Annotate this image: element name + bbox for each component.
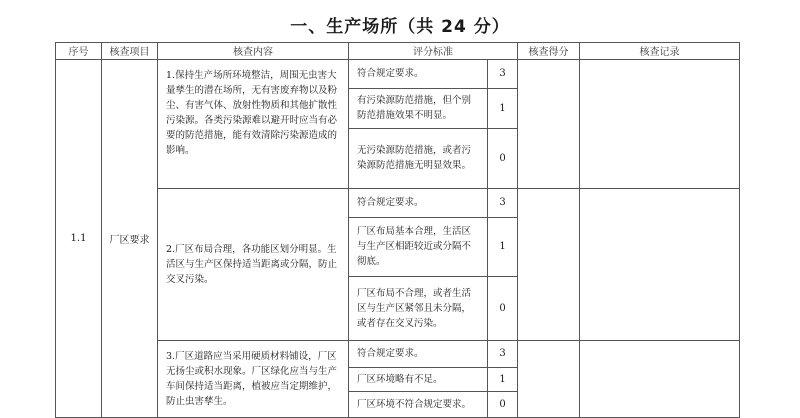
table-row — [56, 59, 740, 88]
criteria-score: 1 — [488, 367, 518, 391]
criteria-text: 厂区环境略有不足。 — [349, 367, 488, 391]
criteria-score: 0 — [488, 128, 518, 188]
criteria-score: 1 — [488, 217, 518, 276]
table-row — [56, 340, 740, 367]
header-number: 序号 — [56, 43, 102, 60]
header-record: 核查记录 — [580, 43, 740, 60]
criteria-text: 符合规定要求。 — [349, 340, 488, 367]
criteria-score: 0 — [488, 277, 518, 341]
record-cell[interactable] — [580, 59, 740, 188]
criteria-text: 符合规定要求。 — [349, 59, 488, 88]
table-row — [56, 189, 740, 218]
record-cell[interactable] — [580, 340, 740, 417]
header-row — [56, 43, 740, 60]
score-cell[interactable] — [518, 189, 580, 340]
item-content: 2.厂区布局合理，各功能区划分明显。生活区与生产区保持适当距离或分隔，防止交叉污染。 — [158, 189, 349, 340]
row-number: 1.1 — [56, 59, 102, 417]
criteria-score: 3 — [488, 59, 518, 88]
criteria-text: 厂区环境不符合规定要求。 — [349, 391, 488, 417]
header-criteria: 评分标准 — [349, 43, 518, 60]
criteria-score: 3 — [488, 189, 518, 218]
criteria-score: 0 — [488, 391, 518, 417]
item-content: 3.厂区道路应当采用硬质材料铺设，厂区无扬尘或积水现象。厂区绿化应当与生产车间保持适当距离，植被应当定期维护，防止虫害孳生。 — [158, 340, 349, 417]
criteria-text: 厂区布局不合理，或者生活区与生产区紧邻且未分隔，或者存在交叉污染。 — [349, 277, 488, 341]
score-cell[interactable] — [518, 59, 580, 188]
criteria-text: 无污染源防范措施，或者污染源防范措施无明显效果。 — [349, 128, 488, 188]
criteria-score: 1 — [488, 88, 518, 128]
project-name: 厂区要求 — [102, 59, 158, 417]
score-cell[interactable] — [518, 340, 580, 417]
header-content: 核查内容 — [158, 43, 349, 60]
criteria-text: 厂区布局基本合理，生活区与生产区相距较近或分隔不彻底。 — [349, 217, 488, 276]
record-cell[interactable] — [580, 189, 740, 340]
item-content: 1.保持生产场所环境整洁，周围无虫害大量孳生的潜在场所，无有害废弃物以及粉尘、有害气体、放射性物质和其他扩散性污染源。各类污染源难以避开时应当有必要的防范措施，能有效清除污染源造成的影响。 — [158, 59, 349, 188]
header-score: 核查得分 — [518, 43, 580, 60]
inspection-table — [55, 42, 740, 418]
criteria-score: 3 — [488, 340, 518, 367]
criteria-text: 符合规定要求。 — [349, 189, 488, 218]
header-project: 核查项目 — [102, 43, 158, 60]
criteria-text: 有污染源防范措施，但个别防范措施效果不明显。 — [349, 88, 488, 128]
page-title: 一、生产场所（共 24 分） — [290, 17, 510, 37]
